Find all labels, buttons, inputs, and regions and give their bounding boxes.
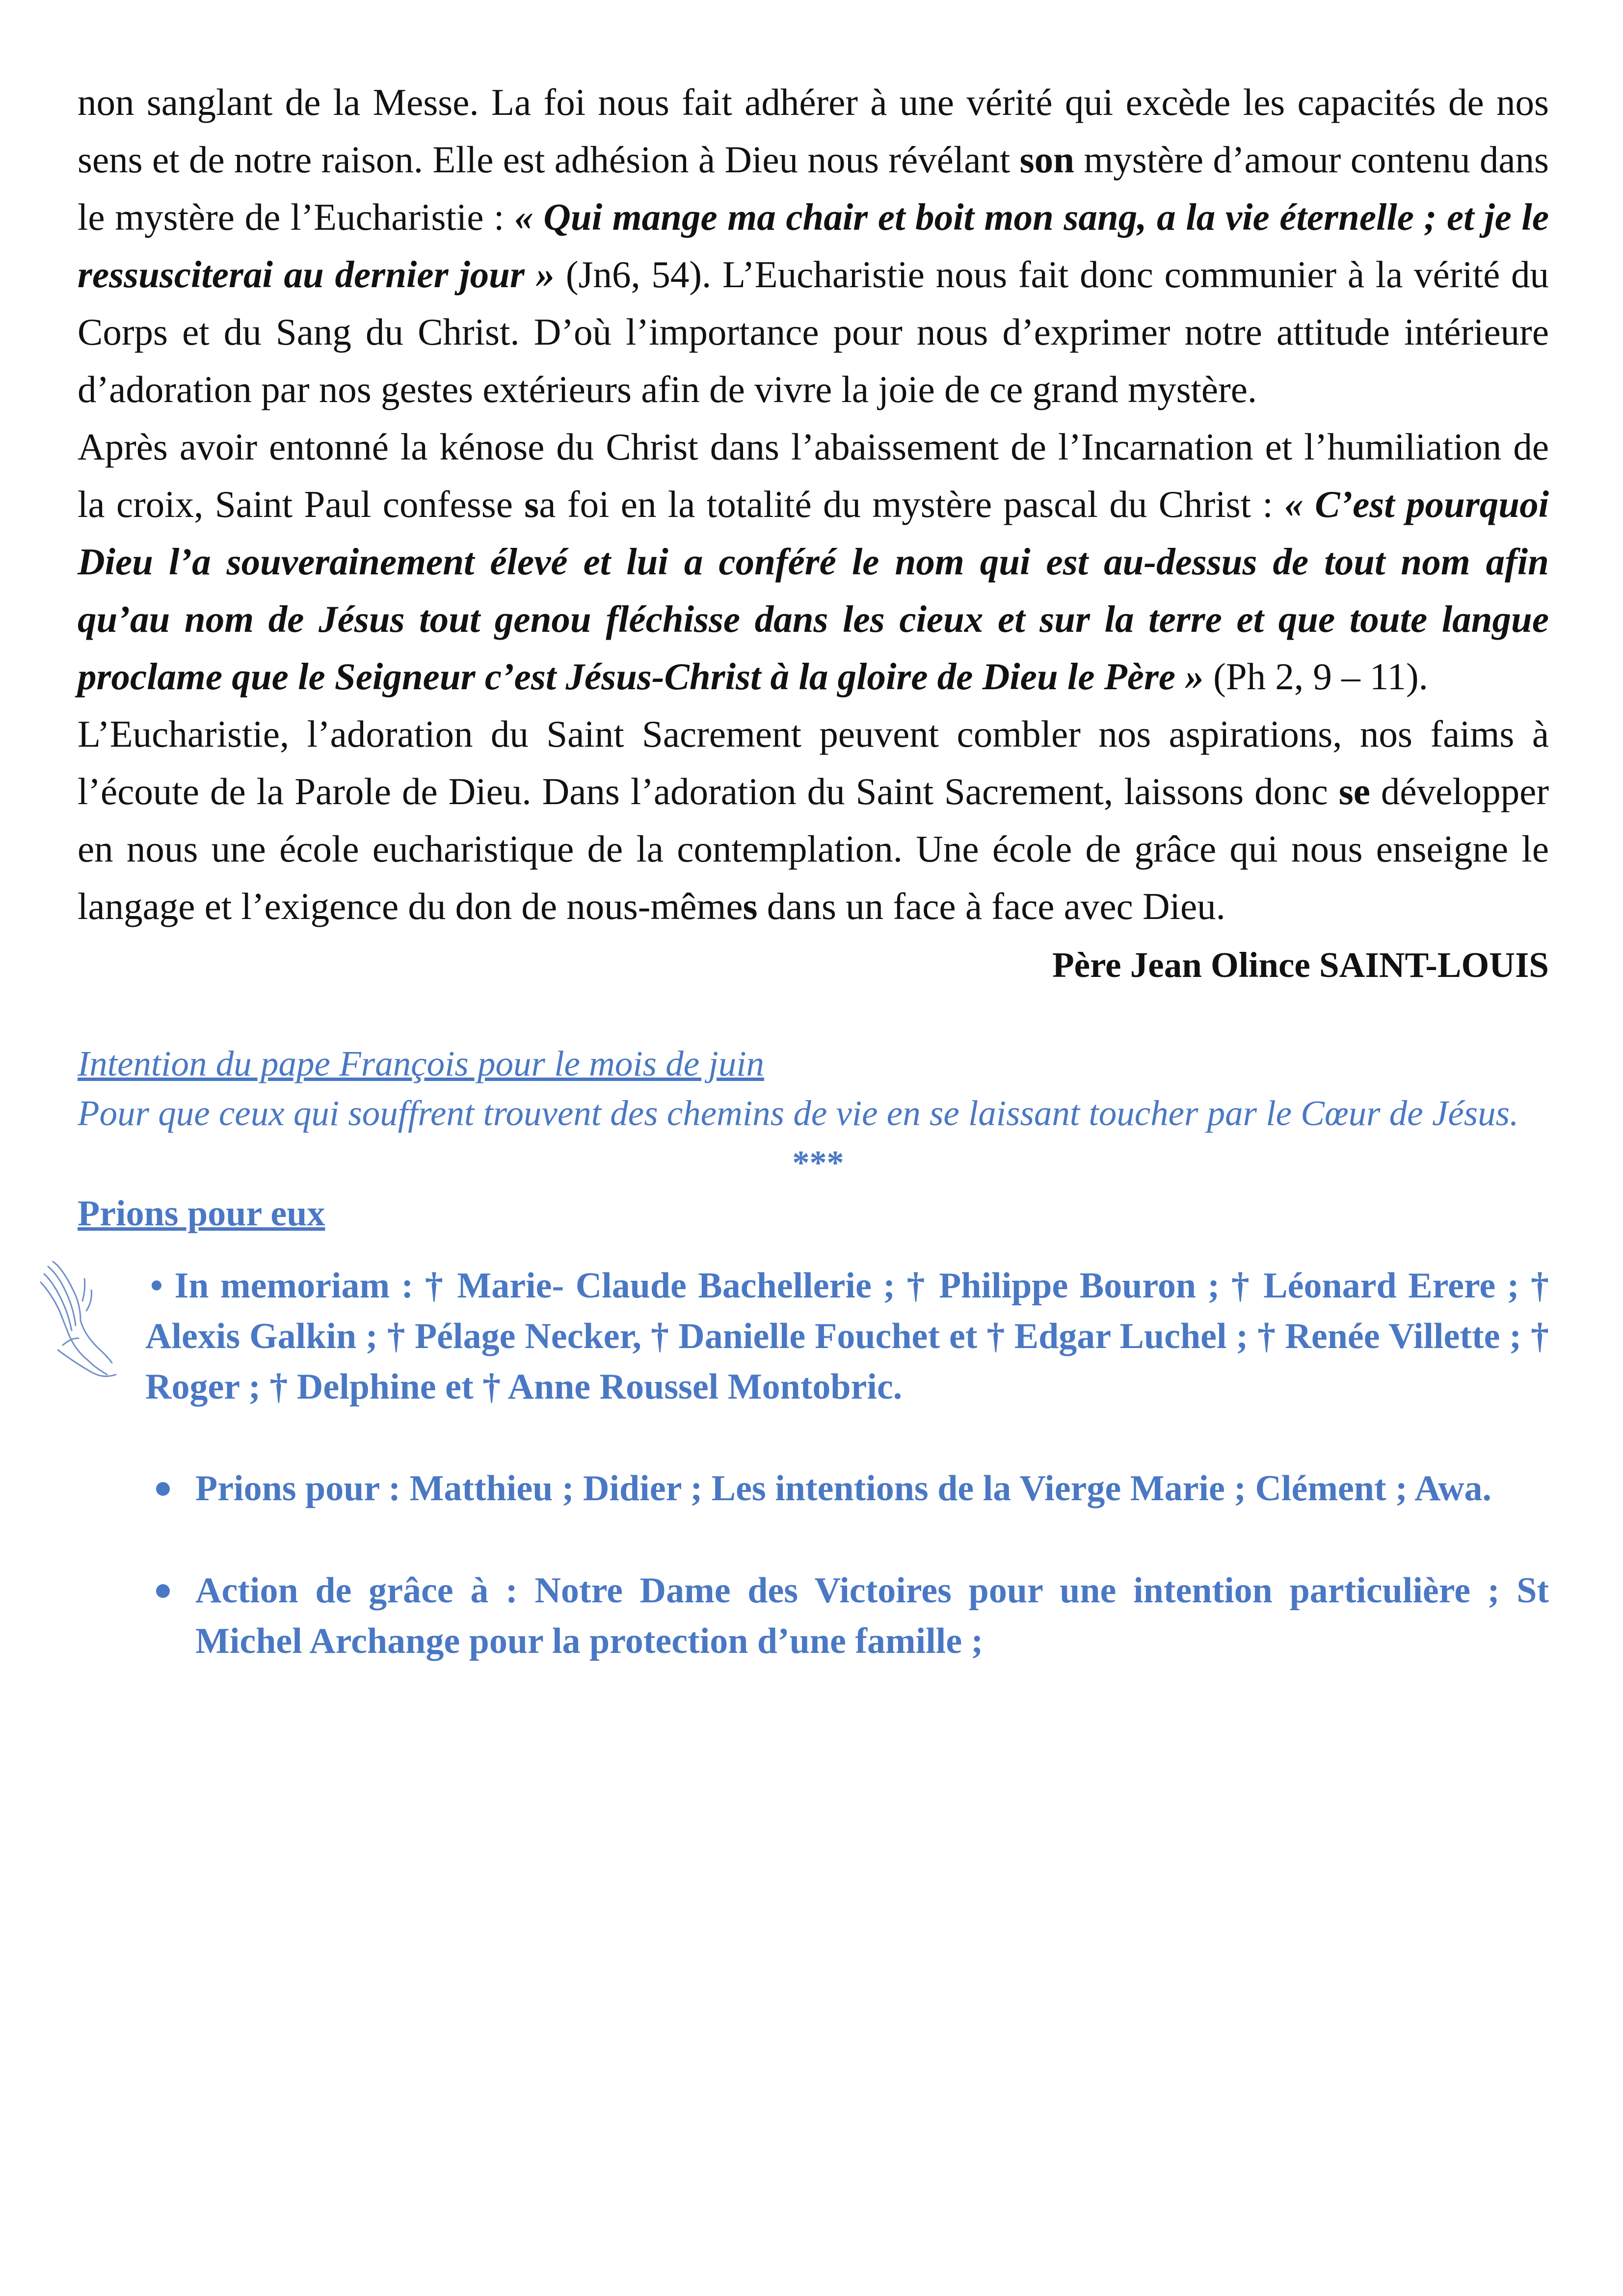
list-item xyxy=(145,1463,1549,1514)
paragraph-2-text-d: (Ph 2, 9 – 11). xyxy=(1203,655,1428,698)
paragraph-1-text-a: non sanglant de la Messe. La foi nous fait adhérer à une vérité qui excède les capacités de nos sens et de notre raison. Elle est adhésion à Dieu nous révélant xyxy=(78,81,1549,181)
memoriam-names: † Marie- Claude Bachellerie ; † Philippe Bouron ; † Léonard Erere ; † Alexis Galkin ; † Pélage Necker, † Danielle Fouchet et † Edgar Luchel ; † Renée Villette ; † Roger ; † Delphine et † Anne Roussel Montobric. xyxy=(145,1266,1549,1407)
paragraph-2-quote: « C’est pourquoi Dieu l’a souverainement élevé et lui a conféré le nom qui est au-dessus de tout nom afin qu’au nom de Jésus tout genou fléchisse dans les cieux et sur la terre et que toute langue proclame que le Seigneur c’est Jésus-Christ à la gloire de Dieu le Père » xyxy=(78,483,1549,698)
paragraph-2-bold-letter: s xyxy=(524,483,539,525)
paragraph-2-text-a: Après avoir entonné la kénose du Christ dans l’abaissement de l’Incarnation et l’humiliation de la croix, Saint Paul confesse xyxy=(78,426,1549,525)
paragraph-1-bold-word: son xyxy=(1019,138,1074,181)
paragraph-3-text-a: L’Eucharistie, l’adoration du Saint Sacrement peuvent combler nos aspirations, nos faims à l’écoute de la Parole de Dieu. Dans l’adoration du Saint Sacrement, laissons donc xyxy=(78,713,1549,812)
separator: *** xyxy=(792,1144,844,1182)
pope-intention-title: Intention du pape François pour le mois de juin xyxy=(78,1044,765,1083)
memoriam-text xyxy=(145,1261,1549,1412)
memoriam-section xyxy=(78,1261,1549,1412)
paragraph-1-quote: « Qui mange ma chair et boit mon sang, a la vie éternelle ; et je le ressusciterai au dernier jour » xyxy=(78,196,1549,296)
paragraph-3-bold-letter: s xyxy=(743,885,758,927)
pope-intention-text: Pour que ceux qui souffrent trouvent des chemins de vie en se laissant toucher par le Cœur de Jésus. xyxy=(78,1093,1519,1133)
paragraph-3-bold-word: se xyxy=(1338,770,1370,812)
paragraph-3 xyxy=(78,705,1549,935)
paragraph-1 xyxy=(78,74,1549,418)
bullet-icon xyxy=(156,1584,170,1598)
praying-hands-icon xyxy=(33,1252,132,1379)
paragraph-2-text-c: a foi en la totalité du mystère pascal du Christ : xyxy=(539,483,1285,525)
memoriam-label: • In memoriam : xyxy=(150,1266,425,1306)
signature: Père Jean Olince SAINT-LOUIS xyxy=(1052,945,1549,985)
paragraph-2 xyxy=(78,418,1549,705)
list-item-text: Prions pour : Matthieu ; Didier ; Les intentions de la Vierge Marie ; Clément ; Awa. xyxy=(195,1468,1492,1509)
bullet-icon xyxy=(156,1482,170,1496)
paragraph-3-text-c: développer en nous une école eucharistique de la contemplation. Une école de grâce qui nous enseigne le langage et l’exigence du don de nous-même xyxy=(78,770,1549,927)
list-item xyxy=(145,1566,1549,1667)
intentions-list xyxy=(145,1463,1549,1667)
document-page xyxy=(78,74,1549,1718)
paragraph-3-text-e: dans un face à face avec Dieu. xyxy=(757,885,1225,927)
pope-intention xyxy=(78,1039,1549,1138)
list-item-text: Action de grâce à : Notre Dame des Victoires pour une intention particulière ; St Michel Archange pour la protection d’une famille ; xyxy=(195,1570,1549,1661)
paragraph-1-text-c: mystère d’amour contenu dans le mystère de l’Eucharistie : xyxy=(78,138,1549,238)
paragraph-1-text-d: (Jn6, 54). L’Eucharistie nous fait donc communier à la vérité du Corps et du Sang du Christ. D’où l’importance pour nous d’exprimer notre attitude intérieure d’adoration par nos gestes extérieurs afin de vivre la joie de ce grand mystère. xyxy=(78,253,1549,410)
prions-title: Prions pour eux xyxy=(78,1193,325,1234)
